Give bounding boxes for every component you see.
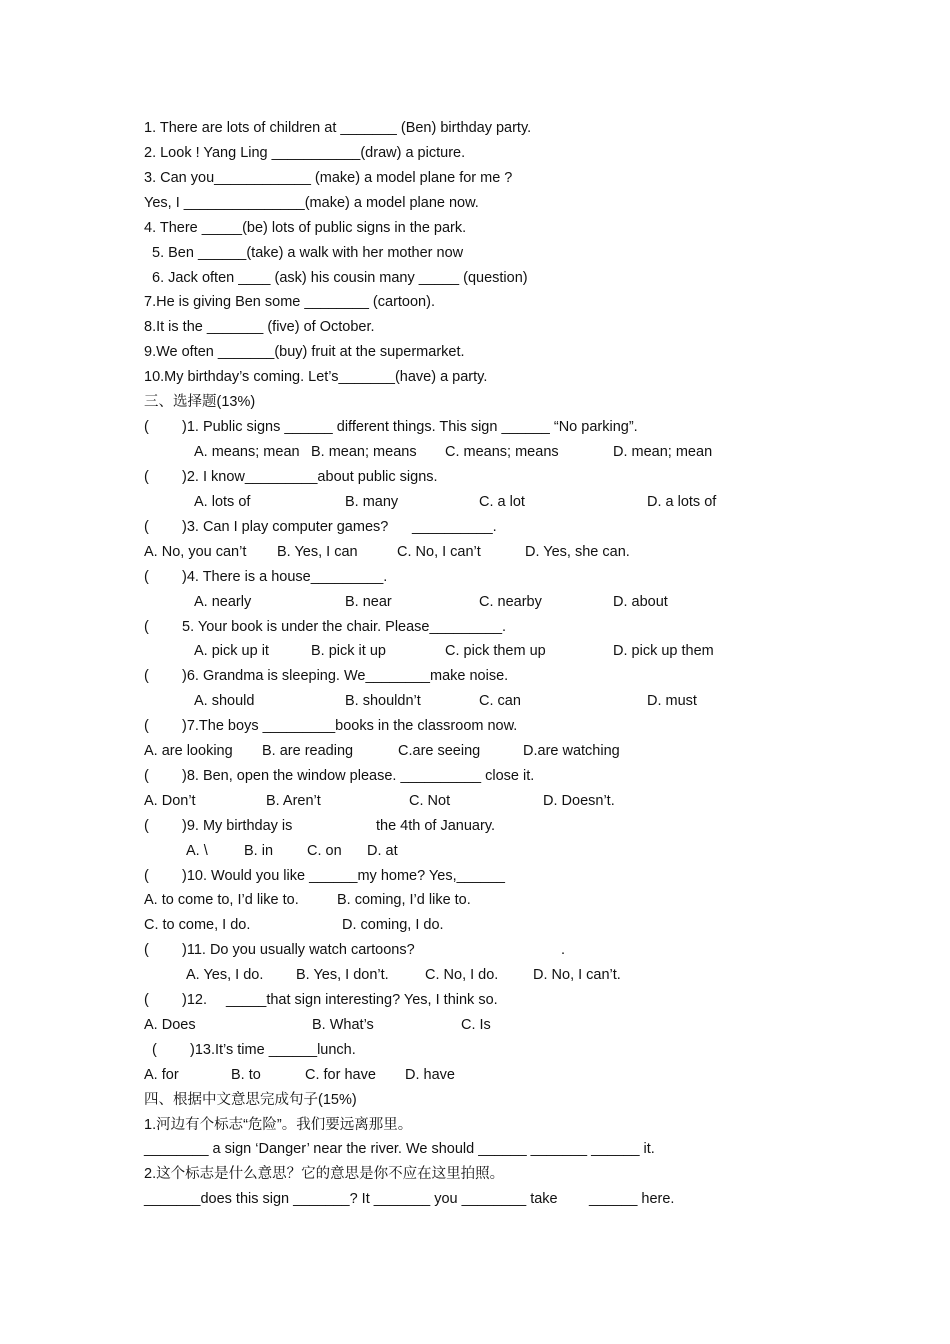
q8-bracket: ( <box>144 768 149 784</box>
q2-stem: )2. I know_________about public signs. <box>182 469 438 485</box>
q10-option-a: A. to come to, I’d like to. <box>144 892 299 908</box>
q13-option-d: D. have <box>405 1067 455 1083</box>
q7-stem: )7.The boys _________books in the classroom now. <box>182 718 518 734</box>
q11-option-b: B. Yes, I don’t. <box>296 967 389 983</box>
q6-bracket: ( <box>144 668 149 684</box>
fill-in-item-10: 10.My birthday’s coming. Let’s_______(have) a party. <box>144 369 488 385</box>
q3-option-c: C. No, I can’t <box>397 544 481 560</box>
q13-bracket: ( <box>152 1042 157 1058</box>
q7-option-a: A. are looking <box>144 743 233 759</box>
q7-option-b: B. are reading <box>262 743 354 759</box>
q6-option-a: A. should <box>194 693 255 709</box>
q3-blank: __________. <box>412 519 497 535</box>
q3-bracket: ( <box>144 519 149 535</box>
q8-option-b: B. Aren’t <box>266 793 321 809</box>
section4-title: 四、根据中文意思完成句子(15%) <box>144 1092 357 1108</box>
q6-option-c: C. can <box>479 693 521 709</box>
q8-option-a: A. Don’t <box>144 793 196 809</box>
q2-option-b: B. many <box>345 494 399 510</box>
fill-in-item-4: 4. There _____(be) lots of public signs in the park. <box>144 220 467 236</box>
q3-stem: )3. Can I play computer games? <box>182 519 389 535</box>
q4-stem: )4. There is a house_________. <box>182 569 388 585</box>
q13-option-b: B. to <box>231 1067 261 1083</box>
q11-option-c: C. No, I do. <box>425 967 499 983</box>
q5-option-a: A. pick up it <box>194 643 269 659</box>
q12-option-c: C. Is <box>461 1017 491 1033</box>
q3-option-a: A. No, you can’t <box>144 544 247 560</box>
q11-stem: )11. Do you usually watch cartoons? <box>182 942 415 958</box>
fill-in-item-5: 5. Ben ______(take) a walk with her mother now <box>152 245 464 261</box>
q12-option-b: B. What’s <box>312 1017 374 1033</box>
q3-option-d: D. Yes, she can. <box>525 544 630 560</box>
q2-option-d: D. a lots of <box>647 494 717 510</box>
fill-in-item-2: 2. Look ! Yang Ling ___________(draw) a picture. <box>144 145 466 161</box>
q6-option-d: D. must <box>647 693 697 709</box>
q11-bracket: ( <box>144 942 149 958</box>
q1-option-b: B. mean; means <box>311 444 417 460</box>
q9-option-d: D. at <box>367 843 398 859</box>
q12-stem: )12. <box>182 992 207 1008</box>
q1-option-a: A. means; mean <box>194 444 300 460</box>
q10-option-c: C. to come, I do. <box>144 917 251 933</box>
s4-item2-english-tail: ______ here. <box>589 1191 675 1207</box>
q5-stem: 5. Your book is under the chair. Please_________. <box>182 619 507 635</box>
fill-in-item-3-answer: Yes, I _______________(make) a model plane now. <box>144 195 479 211</box>
q10-option-b: B. coming, I’d like to. <box>337 892 471 908</box>
q9-stem: )9. My birthday is <box>182 818 293 834</box>
fill-in-item-6: 6. Jack often ____ (ask) his cousin many _____ (question) <box>152 270 528 286</box>
q7-bracket: ( <box>144 718 149 734</box>
q11-stem-tail: . <box>561 942 566 958</box>
q10-bracket: ( <box>144 868 149 884</box>
fill-in-item-9: 9.We often _______(buy) fruit at the supermarket. <box>144 344 465 360</box>
q2-option-c: C. a lot <box>479 494 525 510</box>
q3-option-b: B. Yes, I can <box>277 544 358 560</box>
q6-stem: )6. Grandma is sleeping. We________make noise. <box>182 668 509 684</box>
q9-option-a: A. \ <box>186 843 208 859</box>
q4-option-d: D. about <box>613 594 668 610</box>
s4-item2-chinese: 2.这个标志是什么意思？它的意思是你不应在这里拍照。 <box>144 1166 505 1182</box>
q7-option-c: C.are seeing <box>398 743 481 759</box>
q7-option-d: D.are watching <box>523 743 620 759</box>
s4-item2-english: _______does this sign _______? It _______ you ________ take <box>144 1191 558 1207</box>
q13-stem: )13.It’s time ______lunch. <box>190 1042 356 1058</box>
fill-in-item-3: 3. Can you____________ (make) a model plane for me ? <box>144 170 513 186</box>
q8-option-d: D. Doesn’t. <box>543 793 615 809</box>
s4-item1-chinese: 1.河边有个标志“危险”。我们要远离那里。 <box>144 1117 413 1133</box>
q12-bracket: ( <box>144 992 149 1008</box>
q4-option-c: C. nearby <box>479 594 542 610</box>
q1-option-d: D. mean; mean <box>613 444 713 460</box>
q5-option-b: B. pick it up <box>311 643 386 659</box>
q8-option-c: C. Not <box>409 793 451 809</box>
q9-option-c: C. on <box>307 843 342 859</box>
q2-option-a: A. lots of <box>194 494 251 510</box>
q10-stem: )10. Would you like ______my home? Yes,______ <box>182 868 505 884</box>
q1-bracket: ( <box>144 419 149 435</box>
q9-stem-tail: the 4th of January. <box>376 818 496 834</box>
q9-option-b: B. in <box>244 843 274 859</box>
q1-stem: )1. Public signs ______ different things. This sign ______ “No parking”. <box>182 419 638 435</box>
q10-option-d: D. coming, I do. <box>342 917 444 933</box>
q12-option-a: A. Does <box>144 1017 196 1033</box>
q11-option-d: D. No, I can’t. <box>533 967 621 983</box>
section3-title: 三、选择题(13%) <box>144 394 256 410</box>
fill-in-item-8: 8.It is the _______ (five) of October. <box>144 319 375 335</box>
q6-option-b: B. shouldn’t <box>345 693 421 709</box>
q12-stem-tail: _____that sign interesting? Yes, I think so. <box>226 992 498 1008</box>
q5-option-c: C. pick them up <box>445 643 546 659</box>
q13-option-a: A. for <box>144 1067 179 1083</box>
q9-bracket: ( <box>144 818 149 834</box>
q5-option-d: D. pick up them <box>613 643 714 659</box>
q1-option-c: C. means; means <box>445 444 559 460</box>
q4-option-a: A. nearly <box>194 594 252 610</box>
q11-option-a: A. Yes, I do. <box>186 967 264 983</box>
q2-bracket: ( <box>144 469 149 485</box>
fill-in-item-1: 1. There are lots of children at _______ (Ben) birthday party. <box>144 120 532 136</box>
q8-stem: )8. Ben, open the window please. __________ close it. <box>182 768 535 784</box>
fill-in-item-7: 7.He is giving Ben some ________ (cartoon). <box>144 294 435 310</box>
q5-bracket: ( <box>144 619 149 635</box>
q4-bracket: ( <box>144 569 149 585</box>
s4-item1-english: ________ a sign ‘Danger’ near the river. We should ______ _______ ______ it. <box>144 1141 655 1157</box>
q4-option-b: B. near <box>345 594 392 610</box>
q13-option-c: C. for have <box>305 1067 376 1083</box>
